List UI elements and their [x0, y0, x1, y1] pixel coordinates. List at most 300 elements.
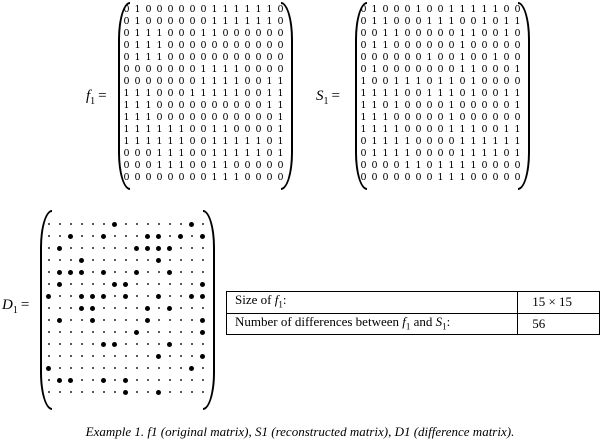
f1-cell: 1	[211, 136, 218, 147]
match-dot	[54, 302, 65, 314]
s1-cell: 0	[426, 136, 433, 147]
match-dot	[142, 218, 153, 230]
s1-cell: 0	[448, 64, 455, 75]
f1-cell: 0	[277, 4, 284, 15]
s1-cell: 0	[492, 40, 499, 51]
match-dot	[164, 278, 175, 290]
match-dot	[98, 218, 109, 230]
match-dot	[43, 218, 54, 230]
match-dot	[186, 242, 197, 254]
f1-cell: 0	[189, 16, 196, 27]
s1-cell: 0	[470, 100, 477, 111]
match-dot	[65, 386, 76, 398]
s1-cell: 1	[514, 64, 521, 75]
match-dot	[76, 314, 87, 326]
f1-cell: 0	[266, 148, 273, 159]
table-row	[227, 292, 600, 314]
match-dot	[109, 326, 120, 338]
s1-cell: 0	[382, 52, 389, 63]
s1-row	[358, 124, 523, 136]
s1-row	[358, 148, 523, 160]
s1-cell: 0	[382, 76, 389, 87]
s1-cell: 0	[404, 16, 411, 27]
match-dot	[87, 338, 98, 350]
table-cell-label: Number of differences between $f_1$ and $S_1$:	[227, 313, 518, 335]
match-dot	[153, 314, 164, 326]
f1-cell: 1	[211, 124, 218, 135]
s1-cell: 1	[448, 88, 455, 99]
f1-cell: 1	[222, 4, 229, 15]
match-dot	[164, 350, 175, 362]
f1-cell: 0	[189, 172, 196, 183]
s1-cell: 0	[404, 64, 411, 75]
f1-cell: 1	[233, 136, 240, 147]
match-dot	[65, 314, 76, 326]
s1-cell: 0	[382, 172, 389, 183]
f1-row	[121, 4, 286, 16]
f1-cell: 1	[222, 172, 229, 183]
s1-cell: 0	[360, 4, 367, 15]
f1-row	[121, 16, 286, 28]
f1-cell: 1	[134, 52, 141, 63]
s1-cell: 0	[481, 40, 488, 51]
match-dot	[43, 254, 54, 266]
f1-cell: 0	[156, 100, 163, 111]
f1-cell: 0	[123, 28, 130, 39]
f1-cell: 1	[156, 52, 163, 63]
match-dot	[153, 302, 164, 314]
s1-cell: 1	[404, 136, 411, 147]
s1-cell: 0	[470, 112, 477, 123]
match-dot	[87, 350, 98, 362]
f1-cell: 0	[167, 40, 174, 51]
s1-cell: 0	[371, 52, 378, 63]
f1-cell: 1	[277, 136, 284, 147]
match-dot	[76, 362, 87, 374]
f1-cell: 1	[244, 136, 251, 147]
match-dot	[43, 230, 54, 242]
f1-cell: 1	[244, 16, 251, 27]
d1-row	[43, 386, 208, 398]
difference-marker	[87, 314, 98, 326]
match-dot	[87, 374, 98, 386]
match-dot	[109, 386, 120, 398]
s1-cell: 0	[481, 172, 488, 183]
f1-cell: 1	[277, 112, 284, 123]
match-dot	[175, 266, 186, 278]
f1-cell: 0	[134, 148, 141, 159]
match-dot	[131, 218, 142, 230]
f1-cell: 0	[134, 160, 141, 171]
f1-cell: 0	[178, 112, 185, 123]
s1-cell: 0	[404, 52, 411, 63]
f1-cell: 1	[222, 88, 229, 99]
s1-cell: 0	[481, 76, 488, 87]
difference-marker	[120, 386, 131, 398]
s1-row	[358, 16, 523, 28]
f1-cell: 1	[200, 88, 207, 99]
f1-cell: 0	[178, 76, 185, 87]
f1-cell: 0	[123, 40, 130, 51]
s1-cell: 0	[360, 52, 367, 63]
s1-cell: 0	[437, 4, 444, 15]
difference-marker	[98, 230, 109, 242]
s1-cell: 0	[415, 52, 422, 63]
s1-cell: 0	[492, 16, 499, 27]
f1-cell: 1	[167, 136, 174, 147]
match-dot	[43, 386, 54, 398]
s1-cell: 0	[393, 40, 400, 51]
match-dot	[76, 374, 87, 386]
f1-cell: 1	[233, 172, 240, 183]
f1-row	[121, 64, 286, 76]
s1-row	[358, 40, 523, 52]
f1-cell: 0	[156, 64, 163, 75]
match-dot	[120, 242, 131, 254]
s1-cell: 0	[360, 64, 367, 75]
match-dot	[43, 374, 54, 386]
match-dot	[175, 386, 186, 398]
match-dot	[153, 266, 164, 278]
difference-marker	[142, 242, 153, 254]
s1-cell: 1	[448, 4, 455, 15]
match-dot	[76, 350, 87, 362]
s1-cell: 0	[415, 40, 422, 51]
d1-label	[2, 297, 29, 314]
s1-cell: 0	[382, 4, 389, 15]
f1-cell: 0	[211, 40, 218, 51]
f1-cell: 0	[244, 88, 251, 99]
s1-cell: 0	[360, 172, 367, 183]
s1-cell: 0	[448, 52, 455, 63]
match-dot	[76, 326, 87, 338]
s1-cell: 1	[393, 88, 400, 99]
s1-cell: 0	[426, 112, 433, 123]
s1-cell: 1	[437, 88, 444, 99]
s1-cell: 0	[492, 124, 499, 135]
match-dot	[98, 326, 109, 338]
s1-cell: 0	[426, 4, 433, 15]
d1-row	[43, 290, 208, 302]
f1-cell: 0	[178, 28, 185, 39]
f1-cell: 1	[123, 88, 130, 99]
s1-cell: 0	[415, 172, 422, 183]
f1-cell: 0	[266, 136, 273, 147]
f1-cell: 0	[145, 160, 152, 171]
d1-row	[43, 350, 208, 362]
f1-cell: 0	[189, 64, 196, 75]
s1-cell: 0	[415, 136, 422, 147]
match-dot	[109, 230, 120, 242]
f1-cell: 1	[156, 124, 163, 135]
f1-cell: 0	[189, 76, 196, 87]
s1-cell: 1	[437, 76, 444, 87]
s1-cell: 1	[470, 148, 477, 159]
f1-cell: 1	[233, 64, 240, 75]
s1-cell: 1	[360, 124, 367, 135]
s1-cell: 1	[371, 64, 378, 75]
f1-cell: 1	[123, 100, 130, 111]
match-dot	[43, 302, 54, 314]
match-dot	[109, 290, 120, 302]
match-dot	[131, 338, 142, 350]
f1-cell: 0	[178, 52, 185, 63]
f1-cell: 1	[134, 28, 141, 39]
s1-cell: 1	[437, 172, 444, 183]
match-dot	[186, 350, 197, 362]
f1-cell: 0	[200, 112, 207, 123]
s1-cell: 1	[448, 124, 455, 135]
s1-cell: 0	[404, 28, 411, 39]
s1-cell: 1	[426, 16, 433, 27]
difference-marker	[153, 242, 164, 254]
f1-right-bracket	[281, 2, 293, 190]
f1-cell: 0	[167, 52, 174, 63]
f1-cell: 0	[266, 64, 273, 75]
f1-cell: 1	[134, 100, 141, 111]
difference-marker	[131, 326, 142, 338]
f1-cell: 0	[255, 64, 262, 75]
f1-cell: 0	[145, 64, 152, 75]
f1-label-eq: =	[98, 88, 107, 104]
difference-marker	[76, 302, 87, 314]
f1-cell: 0	[255, 100, 262, 111]
difference-marker	[65, 374, 76, 386]
s1-cell: 0	[481, 88, 488, 99]
s1-cell: 1	[459, 124, 466, 135]
f1-cell: 0	[255, 172, 262, 183]
s1-cell: 1	[481, 16, 488, 27]
s1-cell: 0	[360, 136, 367, 147]
s1-cell: 0	[481, 124, 488, 135]
s1-cell: 0	[448, 28, 455, 39]
s1-cell: 0	[426, 124, 433, 135]
f1-cell: 0	[255, 52, 262, 63]
s1-cell: 1	[415, 4, 422, 15]
s1-cell: 1	[371, 16, 378, 27]
match-dot	[131, 362, 142, 374]
s1-cell: 1	[371, 112, 378, 123]
s1-row	[358, 76, 523, 88]
match-dot	[98, 362, 109, 374]
match-dot	[142, 362, 153, 374]
s1-cell: 1	[404, 76, 411, 87]
match-dot	[164, 254, 175, 266]
difference-marker	[87, 302, 98, 314]
s1-cell: 0	[503, 112, 510, 123]
f1-cell: 1	[277, 76, 284, 87]
s1-row	[358, 64, 523, 76]
s1-label-var: S	[316, 88, 324, 104]
s1-cell: 1	[393, 136, 400, 147]
f1-cell: 1	[222, 16, 229, 27]
d1-label-sub: 1	[12, 305, 18, 316]
match-dot	[65, 278, 76, 290]
s1-cell: 0	[514, 4, 521, 15]
s1-label-eq: =	[331, 88, 340, 104]
match-dot	[76, 338, 87, 350]
difference-marker	[164, 338, 175, 350]
d1-row	[43, 362, 208, 374]
difference-marker	[186, 290, 197, 302]
f1-cell: 0	[200, 100, 207, 111]
match-dot	[142, 350, 153, 362]
f1-cell: 1	[123, 112, 130, 123]
f1-cell: 0	[123, 52, 130, 63]
match-dot	[87, 242, 98, 254]
s1-cell: 1	[514, 148, 521, 159]
s1-cell: 0	[437, 148, 444, 159]
match-dot	[98, 386, 109, 398]
f1-cell: 1	[145, 88, 152, 99]
f1-cell: 0	[123, 172, 130, 183]
match-dot	[186, 266, 197, 278]
match-dot	[87, 218, 98, 230]
f1-cell: 0	[123, 64, 130, 75]
s1-cell: 0	[393, 4, 400, 15]
s1-cell: 0	[404, 100, 411, 111]
match-dot	[65, 242, 76, 254]
match-dot	[142, 338, 153, 350]
s1-cell: 0	[393, 112, 400, 123]
s1-cell: 1	[448, 16, 455, 27]
d1-row	[43, 314, 208, 326]
difference-marker	[142, 302, 153, 314]
s1-cell: 1	[393, 100, 400, 111]
match-dot	[142, 266, 153, 278]
s1-cell: 0	[415, 112, 422, 123]
match-dot	[153, 278, 164, 290]
s1-cell: 0	[426, 100, 433, 111]
f1-cell: 0	[167, 4, 174, 15]
difference-marker	[164, 266, 175, 278]
match-dot	[65, 326, 76, 338]
match-dot	[120, 230, 131, 242]
match-dot	[175, 278, 186, 290]
s1-cell: 0	[448, 148, 455, 159]
s1-cell: 1	[470, 136, 477, 147]
match-dot	[54, 254, 65, 266]
f1-cell: 0	[277, 160, 284, 171]
s1-cell: 1	[459, 64, 466, 75]
f1-cell: 1	[145, 52, 152, 63]
difference-marker	[65, 230, 76, 242]
match-dot	[153, 338, 164, 350]
s1-cell: 0	[514, 76, 521, 87]
match-dot	[98, 350, 109, 362]
match-dot	[131, 350, 142, 362]
f1-cell: 0	[145, 4, 152, 15]
f1-cell: 0	[244, 172, 251, 183]
match-dot	[142, 374, 153, 386]
difference-marker	[76, 266, 87, 278]
f1-row	[121, 148, 286, 160]
f1-cell: 1	[123, 136, 130, 147]
s1-cell: 0	[503, 172, 510, 183]
s1-cell: 0	[492, 76, 499, 87]
f1-cell: 1	[255, 4, 262, 15]
s1-cell: 1	[470, 124, 477, 135]
difference-marker	[153, 350, 164, 362]
s1-cell: 1	[481, 4, 488, 15]
f1-cell: 1	[233, 148, 240, 159]
s1-cell: 0	[437, 40, 444, 51]
s1-cell: 0	[503, 160, 510, 171]
difference-marker	[98, 374, 109, 386]
f1-row	[121, 28, 286, 40]
match-dot	[120, 254, 131, 266]
s1-cell: 1	[360, 112, 367, 123]
match-dot	[98, 278, 109, 290]
match-dot	[87, 386, 98, 398]
match-dot	[87, 278, 98, 290]
f1-cell: 1	[277, 148, 284, 159]
f1-cell: 1	[145, 112, 152, 123]
s1-cell: 1	[448, 172, 455, 183]
f1-cell: 1	[145, 40, 152, 51]
s1-cell: 0	[503, 4, 510, 15]
f1-cell: 1	[266, 88, 273, 99]
s1-cell: 1	[393, 28, 400, 39]
match-dot	[109, 350, 120, 362]
f1-cell: 0	[266, 28, 273, 39]
s1-cell: 1	[437, 16, 444, 27]
f1-cell: 0	[178, 88, 185, 99]
f1-cell: 0	[211, 100, 218, 111]
d1-right-bracket	[203, 210, 215, 410]
match-dot	[65, 218, 76, 230]
s1-row	[358, 28, 523, 40]
f1-cell: 1	[211, 88, 218, 99]
match-dot	[131, 290, 142, 302]
f1-cell: 0	[200, 4, 207, 15]
f1-cell: 0	[167, 88, 174, 99]
match-dot	[65, 254, 76, 266]
f1-cell: 0	[156, 172, 163, 183]
f1-cell: 1	[277, 100, 284, 111]
s1-cell: 1	[470, 76, 477, 87]
f1-cell: 0	[156, 112, 163, 123]
match-dot	[153, 374, 164, 386]
match-dot	[120, 350, 131, 362]
s1-cell: 0	[448, 40, 455, 51]
f1-cell: 0	[233, 112, 240, 123]
s1-cell: 0	[426, 172, 433, 183]
difference-marker	[131, 242, 142, 254]
f1-row	[121, 100, 286, 112]
d1-row	[43, 242, 208, 254]
s1-cell: 0	[382, 64, 389, 75]
f1-cell: 0	[255, 88, 262, 99]
f1-cell: 1	[211, 16, 218, 27]
f1-cell: 0	[255, 76, 262, 87]
f1-cell: 0	[134, 172, 141, 183]
s1-cell: 0	[481, 64, 488, 75]
s1-cell: 0	[437, 52, 444, 63]
match-dot	[65, 302, 76, 314]
f1-matrix-rows	[121, 4, 286, 184]
difference-marker	[153, 290, 164, 302]
f1-cell: 1	[156, 40, 163, 51]
f1-cell: 0	[123, 160, 130, 171]
match-dot	[109, 242, 120, 254]
match-dot	[186, 254, 197, 266]
f1-cell: 0	[244, 28, 251, 39]
f1-cell: 0	[211, 112, 218, 123]
f1-cell: 0	[200, 148, 207, 159]
difference-marker	[54, 314, 65, 326]
s1-cell: 1	[371, 40, 378, 51]
